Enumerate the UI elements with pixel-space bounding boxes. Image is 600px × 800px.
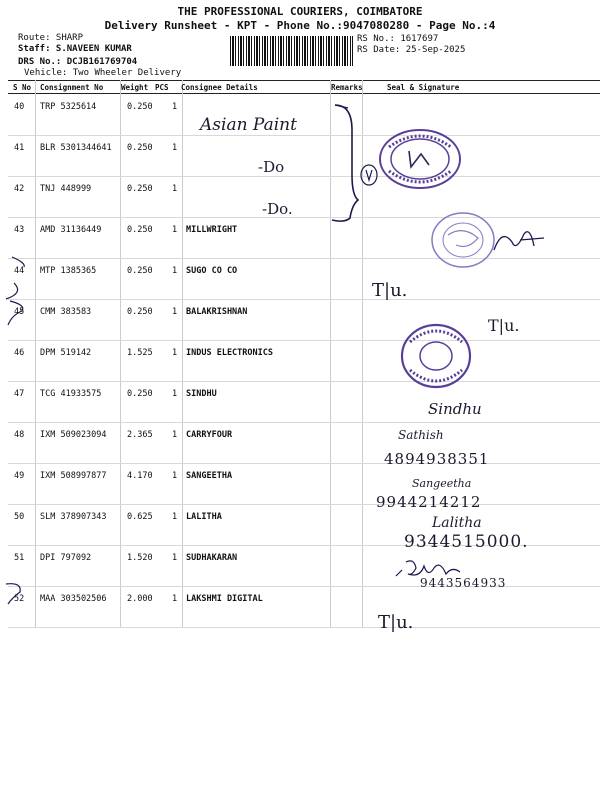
row-consignment: TCG 41933575 — [40, 389, 102, 399]
handwritten-ditto: -Do — [258, 158, 285, 176]
table-row — [0, 464, 600, 505]
row-consignment: MAA 303502506 — [40, 594, 107, 604]
row-sno: 41 — [14, 143, 25, 153]
handwritten-remark: T|u. — [488, 316, 520, 335]
table-row — [0, 546, 600, 587]
row-weight: 1.525 — [127, 348, 153, 358]
table-row — [0, 423, 600, 464]
row-consignee: BALAKRISHNAN — [186, 307, 248, 317]
row-pcs: 1 — [172, 389, 178, 399]
row-consignment: CMM 383583 — [40, 307, 92, 317]
row-sno: 40 — [14, 102, 25, 112]
row-consignment: AMD 31136449 — [40, 225, 102, 235]
table-row — [0, 136, 600, 177]
row-consignment: IXM 509023094 — [40, 430, 107, 440]
row-weight: 0.250 — [127, 307, 153, 317]
signature-mark-icon — [490, 222, 550, 258]
row-sno: 45 — [14, 307, 25, 317]
header-bottom-rule — [8, 93, 600, 94]
col-header-remarks: Remarks — [331, 83, 363, 92]
row-consignee: LAKSHMI DIGITAL — [186, 594, 263, 604]
asian-paints-stamp-icon — [375, 127, 465, 191]
route-label: Route: SHARP — [18, 33, 84, 43]
row-consignment: DPI 797092 — [40, 553, 92, 563]
row-pcs: 1 — [172, 184, 178, 194]
col-header-consignment: Consignment No — [40, 83, 104, 92]
margin-tick-icon — [2, 578, 28, 608]
row-sno: 48 — [14, 430, 25, 440]
row-pcs: 1 — [172, 266, 178, 276]
row-weight: 2.000 — [127, 594, 153, 604]
row-consignment: DPM 519142 — [40, 348, 92, 358]
row-consignee: MILLWRIGHT — [186, 225, 238, 235]
handwritten-phone: 9443564933 — [420, 576, 507, 590]
rs-number: RS No.: 1617697 — [357, 34, 439, 44]
row-sno: 42 — [14, 184, 25, 194]
row-consignment: SLM 378907343 — [40, 512, 107, 522]
row-consignee: INDUS ELECTRONICS — [186, 348, 273, 358]
table-row — [0, 259, 600, 300]
vehicle-label: Vehicle: Two Wheeler Delivery — [24, 68, 182, 78]
row-sno: 51 — [14, 553, 25, 563]
signature-sathish: Sathish — [398, 428, 444, 442]
row-sno: 52 — [14, 594, 25, 604]
handwritten-remark: T|u. — [378, 612, 414, 633]
row-sno: 47 — [14, 389, 25, 399]
row-pcs: 1 — [172, 225, 178, 235]
signature-sangeetha: Sangeetha — [412, 477, 472, 490]
table-row — [0, 177, 600, 218]
document-title: THE PROFESSIONAL COURIERS, COIMBATORE — [177, 5, 423, 18]
col-header-sno: S No — [13, 83, 32, 92]
col-header-consignee: Consignee Details — [181, 83, 258, 92]
row-weight: 0.250 — [127, 102, 153, 112]
header-top-rule — [8, 80, 600, 81]
table-row — [0, 341, 600, 382]
row-sno: 50 — [14, 512, 25, 522]
staff-label: Staff: S.NAVEEN KUMAR — [18, 44, 132, 54]
col-header-weight: Weight — [121, 83, 149, 92]
row-pcs: 1 — [172, 143, 178, 153]
row-consignee: SUDHAKARAN — [186, 553, 238, 563]
row-weight: 0.250 — [127, 184, 153, 194]
row-consignee: LALITHA — [186, 512, 222, 522]
row-divider — [8, 627, 600, 628]
barcode — [230, 36, 353, 66]
row-pcs: 1 — [172, 471, 178, 481]
col-header-seal: Seal & Signature — [387, 83, 460, 92]
table-row — [0, 587, 600, 628]
row-consignment: TNJ 448999 — [40, 184, 92, 194]
margin-tick-icon — [2, 255, 32, 345]
row-weight: 0.250 — [127, 266, 153, 276]
row-weight: 0.250 — [127, 225, 153, 235]
row-consignee: SANGEETHA — [186, 471, 233, 481]
row-weight: 2.365 — [127, 430, 153, 440]
row-pcs: 1 — [172, 430, 178, 440]
signature-sindhu: Sindhu — [428, 400, 482, 418]
rs-date: RS Date: 25-Sep-2025 — [357, 45, 466, 55]
handwritten-phone: 9344515000. — [404, 532, 529, 552]
col-header-pcs: PCS — [155, 83, 169, 92]
row-sno: 46 — [14, 348, 25, 358]
drs-label: DRS No.: DCJB161769704 — [18, 57, 138, 67]
row-pcs: 1 — [172, 348, 178, 358]
row-sno: 43 — [14, 225, 25, 235]
row-pcs: 1 — [172, 594, 178, 604]
table-row — [0, 95, 600, 136]
brace-mark-icon — [330, 100, 370, 225]
document-subtitle: Delivery Runsheet - KPT - Phone No.:9047080280 - Page No.:4 — [104, 19, 496, 32]
indus-electronics-stamp-icon — [398, 322, 474, 390]
handwritten-consignee: Asian Paint — [200, 115, 297, 135]
row-weight: 4.170 — [127, 471, 153, 481]
handwritten-ditto: -Do. — [262, 200, 293, 218]
row-consignee: CARRYFOUR — [186, 430, 233, 440]
handwritten-phone: 9944214212 — [376, 493, 482, 511]
row-weight: 0.250 — [127, 389, 153, 399]
row-consignment: MTP 1385365 — [40, 266, 97, 276]
row-pcs: 1 — [172, 512, 178, 522]
row-weight: 0.625 — [127, 512, 153, 522]
row-consignment: TRP 5325614 — [40, 102, 97, 112]
faded-stamp-icon — [428, 210, 498, 270]
row-sno: 44 — [14, 266, 25, 276]
row-consignee: SINDHU — [186, 389, 217, 399]
row-pcs: 1 — [172, 307, 178, 317]
row-weight: 1.520 — [127, 553, 153, 563]
row-consignee: SUGO CO CO — [186, 266, 238, 276]
row-pcs: 1 — [172, 553, 178, 563]
row-weight: 0.250 — [127, 143, 153, 153]
row-sno: 49 — [14, 471, 25, 481]
table-row — [0, 382, 600, 423]
row-consignment: BLR 5301344641 — [40, 143, 112, 153]
row-consignment: IXM 508997877 — [40, 471, 107, 481]
handwritten-phone: 4894938351 — [384, 450, 490, 468]
row-pcs: 1 — [172, 102, 178, 112]
handwritten-remark: T|u. — [372, 280, 408, 301]
signature-lalitha: Lalitha — [432, 515, 482, 531]
